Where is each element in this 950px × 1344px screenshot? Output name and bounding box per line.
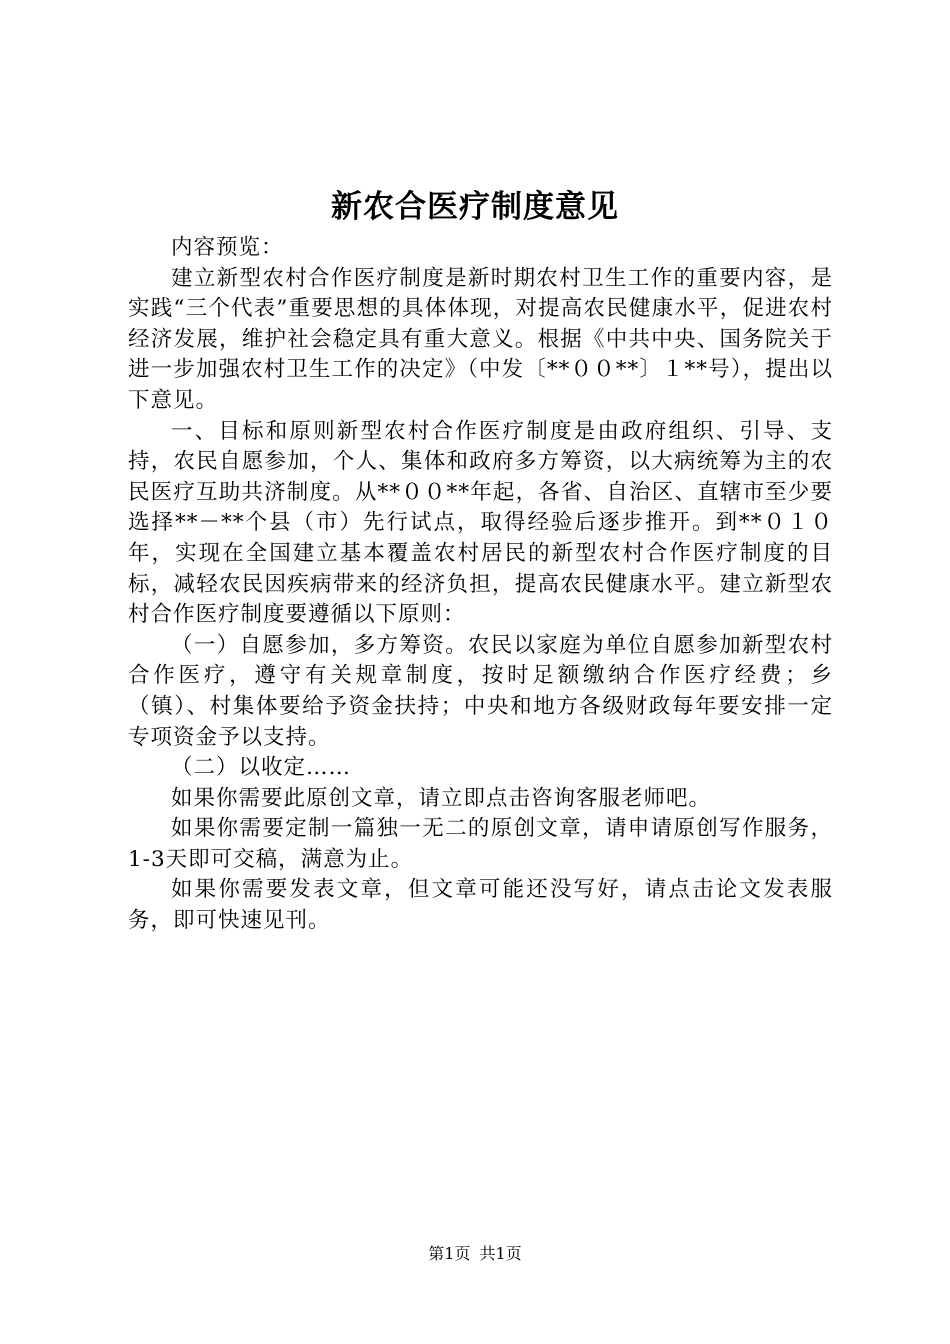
page-total: 共1页: [479, 1244, 522, 1263]
intro-paragraph: 建立新型农村合作医疗制度是新时期农村卫生工作的重要内容，是实践“三个代表”重要思想的具体体现，对提高农民健康水平，促进农村经济发展，维护社会稳定具有重大意义。根据《中共中央、国务院关于进一步加强农村卫生工作的决定》（中发〔**００**〕１**号），提出以下意见。: [128, 265, 833, 413]
document-body: [128, 233, 833, 937]
page-footer: [0, 1242, 950, 1266]
page-number: 第1页: [428, 1244, 471, 1263]
preview-label: 内容预览：: [171, 235, 284, 260]
custom-writing-paragraph: 如果你需要定制一篇独一无二的原创文章，请申请原创写作服务，1-3天即可交稿，满意为止。: [128, 816, 833, 872]
principle-one-paragraph: （一）自愿参加，多方筹资。农民以家庭为单位自愿参加新型农村合作医疗，遵守有关规章制度，按时足额缴纳合作医疗经费；乡（镇）、村集体要给予资金扶持；中央和地方各级财政每年要安排一定专项资金予以支持。: [128, 632, 833, 750]
publishing-service-paragraph: 如果你需要发表文章，但文章可能还没写好，请点击论文发表服务，即可快速见刊。: [128, 877, 833, 934]
principle-two-paragraph: （二）以收定……: [171, 755, 352, 781]
consult-service-paragraph: 如果你需要此原创文章，请立即点击咨询客服老师吧。: [171, 785, 712, 811]
goals-principles-paragraph: 一、目标和原则新型农村合作医疗制度是由政府组织、引导、支持，农民自愿参加，个人、集体和政府多方筹资，以大病统筹为主的农民医疗互助共济制度。从**００**年起，各省、自治区、直辖市至少要选择**－**个县（市）先行试点，取得经验后逐步推开。到**０１０年，实现在全国建立基本覆盖农村居民的新型农村合作医疗制度的目标，减轻农民因疾病带来的经济负担，提高农民健康水平。建立新型农村合作医疗制度要遵循以下原则：: [128, 418, 833, 628]
document-title: 新农合医疗制度意见: [331, 189, 619, 225]
